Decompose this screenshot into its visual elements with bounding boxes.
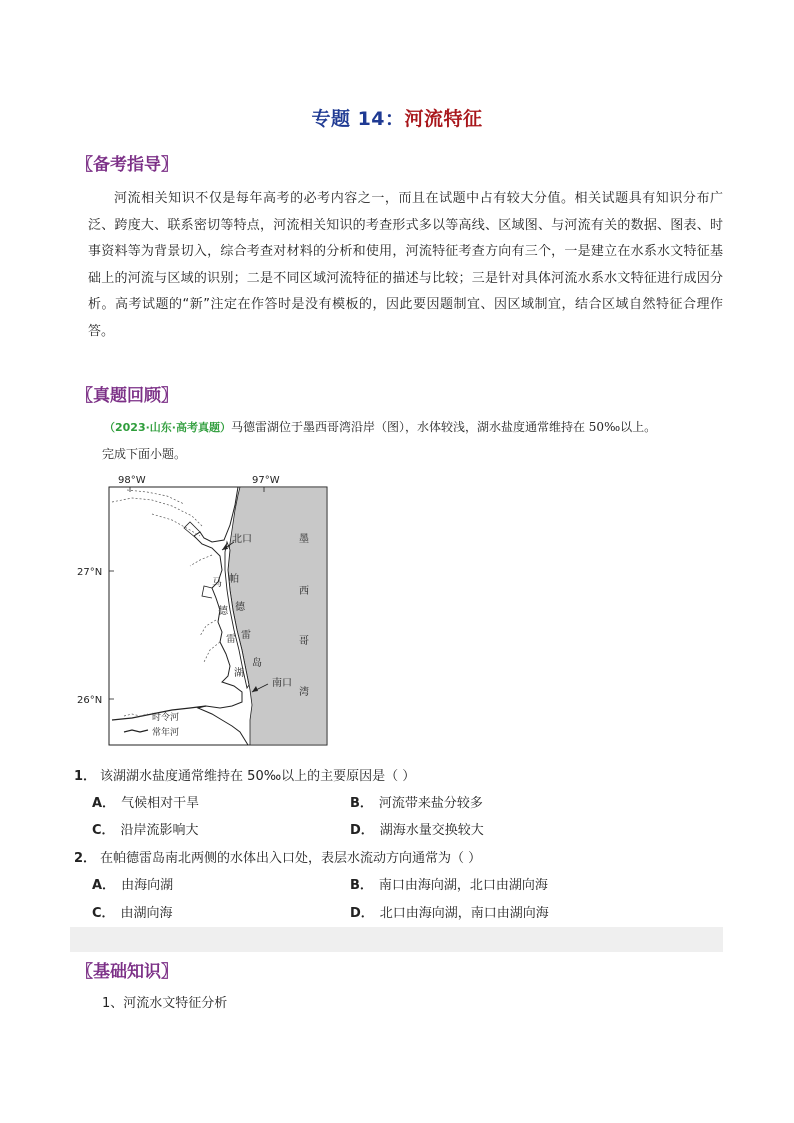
lake-label-char: 马 [212,578,222,589]
option-text: 南口由海向湖，北口由湖向海 [378,878,548,893]
option-text: 由湖向海 [120,906,173,921]
question-2 [74,847,481,866]
basic-item-1: 1、河流水文特征分析 [102,996,228,1011]
title-topic-number: 专题 14： [311,108,405,130]
legend-seasonal-label: 时令河 [152,713,180,723]
island-label-char: 雷 [241,630,251,641]
lake-label-char: 雷 [226,634,236,645]
option-key: C． [92,906,115,921]
option-text: 北口由海向湖，南口由湖向海 [379,906,549,921]
option-2d[interactable] [350,902,549,921]
lake-label-char: 湖 [234,668,244,679]
option-1a[interactable] [92,792,199,811]
section-heading-review: 〖真题回顾〗 [76,386,178,406]
latitude-label-top: 27°N [77,567,103,578]
latitude-label-bottom: 26°N [77,695,103,706]
intro-text-line2: 完成下面小题。 [102,447,187,461]
option-key: C． [92,823,115,838]
option-text: 由海向湖 [121,878,174,893]
option-1b[interactable] [350,792,483,811]
longitude-label-left: 98°W [118,475,146,486]
question-text: 在帕德雷岛南北两侧的水体出入口处，表层水流动方向通常为（ ） [100,851,482,866]
island-label-char: 帕 [229,574,239,585]
option-1d[interactable] [350,819,484,838]
intro-text-line1: 马德雷湖位于墨西哥湾沿岸（图），水体较浅，湖水盐度通常维持在 50‰以上。 [230,420,657,434]
gulf-label-char: 湾 [299,687,309,698]
option-1c[interactable] [92,819,199,838]
question-intro [102,414,744,461]
title-topic-name: 河流特征 [404,108,483,130]
option-2c[interactable] [92,902,173,921]
option-text: 沿岸流影响大 [120,823,199,838]
question-text: 该湖湖水盐度通常维持在 50‰以上的主要原因是（ ） [100,769,416,784]
longitude-label-right: 97°W [252,475,280,486]
question-source: （2023·山东·高考真题） [104,421,231,434]
option-key: B． [350,878,373,893]
option-2a[interactable] [92,874,173,893]
gulf-label-char: 哥 [299,636,309,647]
gulf-label-char: 西 [299,586,309,597]
option-text: 湖海水量交换较大 [379,823,484,838]
gulf-label-char: 墨 [299,534,309,545]
north-mouth-label: 北口 [232,534,252,545]
answer-area-divider [70,927,723,952]
option-key: D． [350,823,374,838]
island-label-char: 德 [235,602,245,613]
lake-label-char: 德 [218,606,228,617]
option-key: D． [350,906,374,921]
option-2b[interactable] [350,874,548,893]
page-title [0,104,794,131]
option-text: 河流带来盐分较多 [378,796,483,811]
question-number: 1． [74,769,97,784]
question-1 [74,765,415,784]
option-text: 气候相对干旱 [121,796,200,811]
section-heading-guide: 〖备考指导〗 [76,155,178,175]
island-label-char: 岛 [252,658,262,669]
option-key: A． [92,878,116,893]
legend-perennial-label: 常年河 [152,728,180,738]
option-key: B． [350,796,373,811]
option-key: A． [92,796,116,811]
south-mouth-label: 南口 [272,678,292,689]
guide-paragraph: 河流相关知识不仅是每年高考的必考内容之一，而且在试题中占有较大分值。相关试题具有知识分布广泛、跨度大、联系密切等特点，河流相关知识的考查形式多以等高线、区域图、与河流有关的数据、图表、时事资料等为背景切入，综合考查对材料的分析和使用，河流特征考查方向有三个，一是建立在水系水文特征基础上的河流与区域的识别；二是不同区域河流特征的描述与比较；三是针对具体河流水系水文特征进行成因分析。高考试题的“新”注定在作答时是没有模板的，因此要因题制宜、因区域制宜，结合区域自然特征合理作答。 [88,191,723,339]
question-number: 2． [74,851,97,866]
madre-lagoon-map [72,470,337,755]
section-heading-basic: 〖基础知识〗 [76,962,178,982]
